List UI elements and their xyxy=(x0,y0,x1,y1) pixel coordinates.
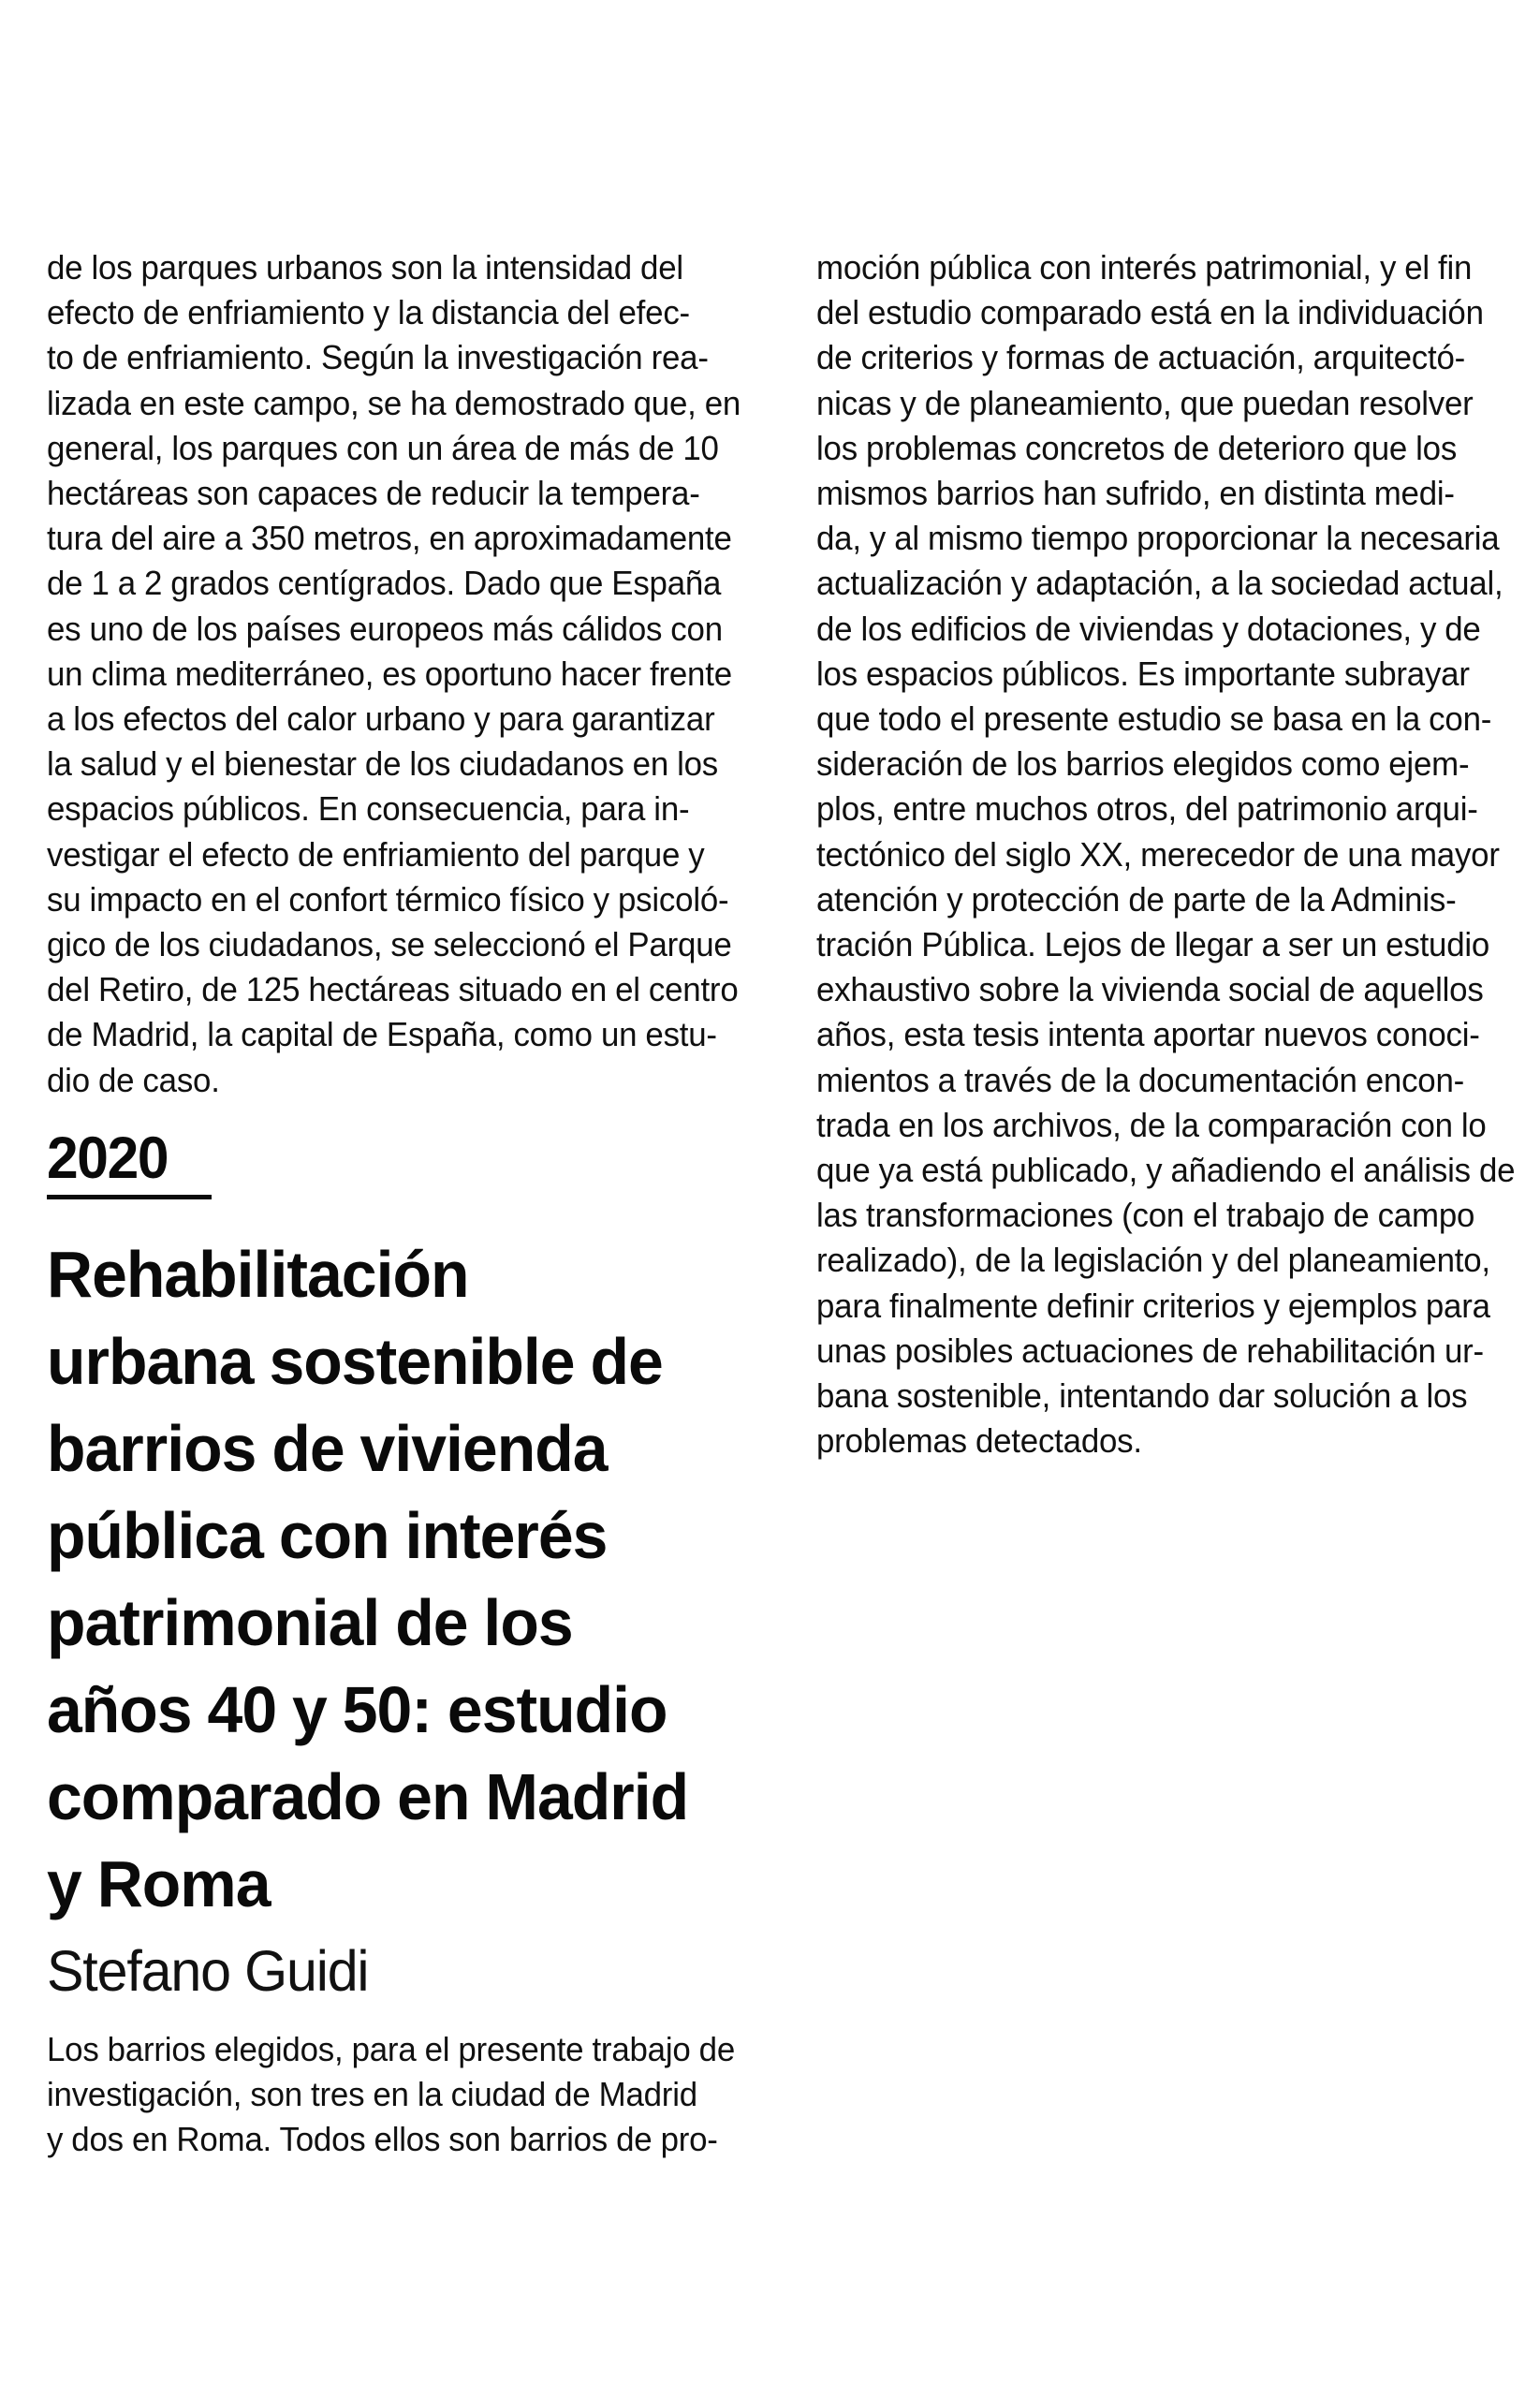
text-line: un clima mediterráneo, es oportuno hacer frente xyxy=(47,654,732,693)
text-line: trada en los archivos, de la comparación con lo xyxy=(816,1105,1487,1144)
text-line: dio de caso. xyxy=(47,1060,220,1099)
text-line: que todo el presente estudio se basa en la con- xyxy=(816,699,1492,739)
text-line: comparado en Madrid xyxy=(47,1759,689,1833)
text-line: moción pública con interés patrimonial, y el fin xyxy=(816,248,1473,287)
text-line: urbana sostenible de xyxy=(47,1324,663,1398)
text-line: barrios de vivienda xyxy=(47,1411,608,1485)
text-line: unas posibles actuaciones de rehabilitación ur- xyxy=(816,1331,1484,1370)
text-line: lizada en este campo, se ha demostrado que, en xyxy=(47,383,741,422)
text-line: de criterios y formas de actuación, arquitectó- xyxy=(816,338,1466,377)
text-line: del Retiro, de 125 hectáreas situado en el centro xyxy=(47,970,739,1009)
text-line: Los barrios elegidos, para el presente trabajo de xyxy=(47,2029,736,2068)
text-line: to de enfriamiento. Según la investigación rea- xyxy=(47,338,709,377)
text-line: años 40 y 50: estudio xyxy=(47,1672,667,1746)
text-line: investigación, son tres en la ciudad de Madrid xyxy=(47,2075,697,2114)
right-column xyxy=(816,245,1516,1463)
text-line: los problemas concretos de deterioro que los xyxy=(816,428,1458,467)
text-line: hectáreas son capaces de reducir la tempera- xyxy=(47,474,700,513)
text-line: da, y al mismo tiempo proporcionar la necesaria xyxy=(816,519,1500,558)
text-line: para finalmente definir criterios y ejemplos para xyxy=(816,1286,1490,1325)
text-line: tectónico del siglo XX, merecedor de una mayor xyxy=(816,834,1500,874)
page-title xyxy=(47,1231,689,1928)
text-line: pública con interés xyxy=(47,1498,608,1572)
left-column xyxy=(47,245,745,2162)
text-line: y Roma xyxy=(47,1846,271,1920)
text-line: efecto de enfriamiento y la distancia del efec- xyxy=(47,293,690,332)
text-line: de los parques urbanos son la intensidad del xyxy=(47,248,683,287)
text-line: atención y protección de parte de la Adminis- xyxy=(816,879,1457,919)
text-line: a los efectos del calor urbano y para garantizar xyxy=(47,699,715,739)
text-line: mientos a través de la documentación encon- xyxy=(816,1060,1465,1099)
text-line: actualización y adaptación, a la sociedad actual, xyxy=(816,564,1503,603)
text-line: sideración de los barrios elegidos como ejem- xyxy=(816,744,1470,784)
text-line: mismos barrios han sufrido, en distinta medi- xyxy=(816,474,1455,513)
abstract-paragraph xyxy=(47,2027,736,2163)
text-line: es uno de los países europeos más cálidos con xyxy=(47,609,723,648)
text-line: problemas detectados. xyxy=(816,1421,1142,1461)
text-line: espacios públicos. En consecuencia, para in- xyxy=(47,789,690,829)
text-line: los espacios públicos. Es importante subrayar xyxy=(816,654,1470,693)
year-block xyxy=(47,1127,745,1199)
text-line: gico de los ciudadanos, se seleccionó el Parque xyxy=(47,925,732,964)
text-line: la salud y el bienestar de los ciudadanos en los xyxy=(47,744,719,784)
text-line: de Madrid, la capital de España, como un estu- xyxy=(47,1015,717,1054)
text-line: exhaustivo sobre la vivienda social de aquellos xyxy=(816,970,1484,1009)
text-line: Rehabilitación xyxy=(47,1237,469,1311)
text-line: bana sostenible, intentando dar solución a los xyxy=(816,1376,1468,1416)
text-line: su impacto en el confort térmico físico y psicoló- xyxy=(47,879,729,919)
text-line: realizado), de la legislación y del planeamiento, xyxy=(816,1241,1490,1280)
text-line: años, esta tesis intenta aportar nuevos conoci- xyxy=(816,1015,1480,1054)
text-line: tura del aire a 350 metros, en aproximadamente xyxy=(47,519,732,558)
author-name: Stefano Guidi xyxy=(47,1938,369,2003)
text-line: tración Pública. Lejos de llegar a ser un estudio xyxy=(816,925,1490,964)
text-line: plos, entre muchos otros, del patrimonio arqui- xyxy=(816,789,1478,829)
text-line: del estudio comparado está en la individuación xyxy=(816,293,1484,332)
text-line: de los edificios de viviendas y dotaciones, y de xyxy=(816,609,1481,648)
text-line: y dos en Roma. Todos ellos son barrios de pro- xyxy=(47,2120,718,2159)
text-line: vestigar el efecto de enfriamiento del parque y xyxy=(47,834,705,874)
text-line: general, los parques con un área de más de 10 xyxy=(47,428,719,467)
text-line: que ya está publicado, y añadiendo el análisis de xyxy=(816,1151,1516,1190)
text-line: las transformaciones (con el trabajo de campo xyxy=(816,1196,1475,1235)
abstract-continued-paragraph xyxy=(816,245,1516,1463)
year-heading: 2020 xyxy=(47,1125,169,1191)
continued-paragraph xyxy=(47,245,741,1103)
text-line: de 1 a 2 grados centígrados. Dado que España xyxy=(47,564,722,603)
text-line: nicas y de planeamiento, que puedan resolver xyxy=(816,383,1474,422)
year-underline-rule xyxy=(47,1195,212,1199)
text-line: patrimonial de los xyxy=(47,1585,573,1659)
